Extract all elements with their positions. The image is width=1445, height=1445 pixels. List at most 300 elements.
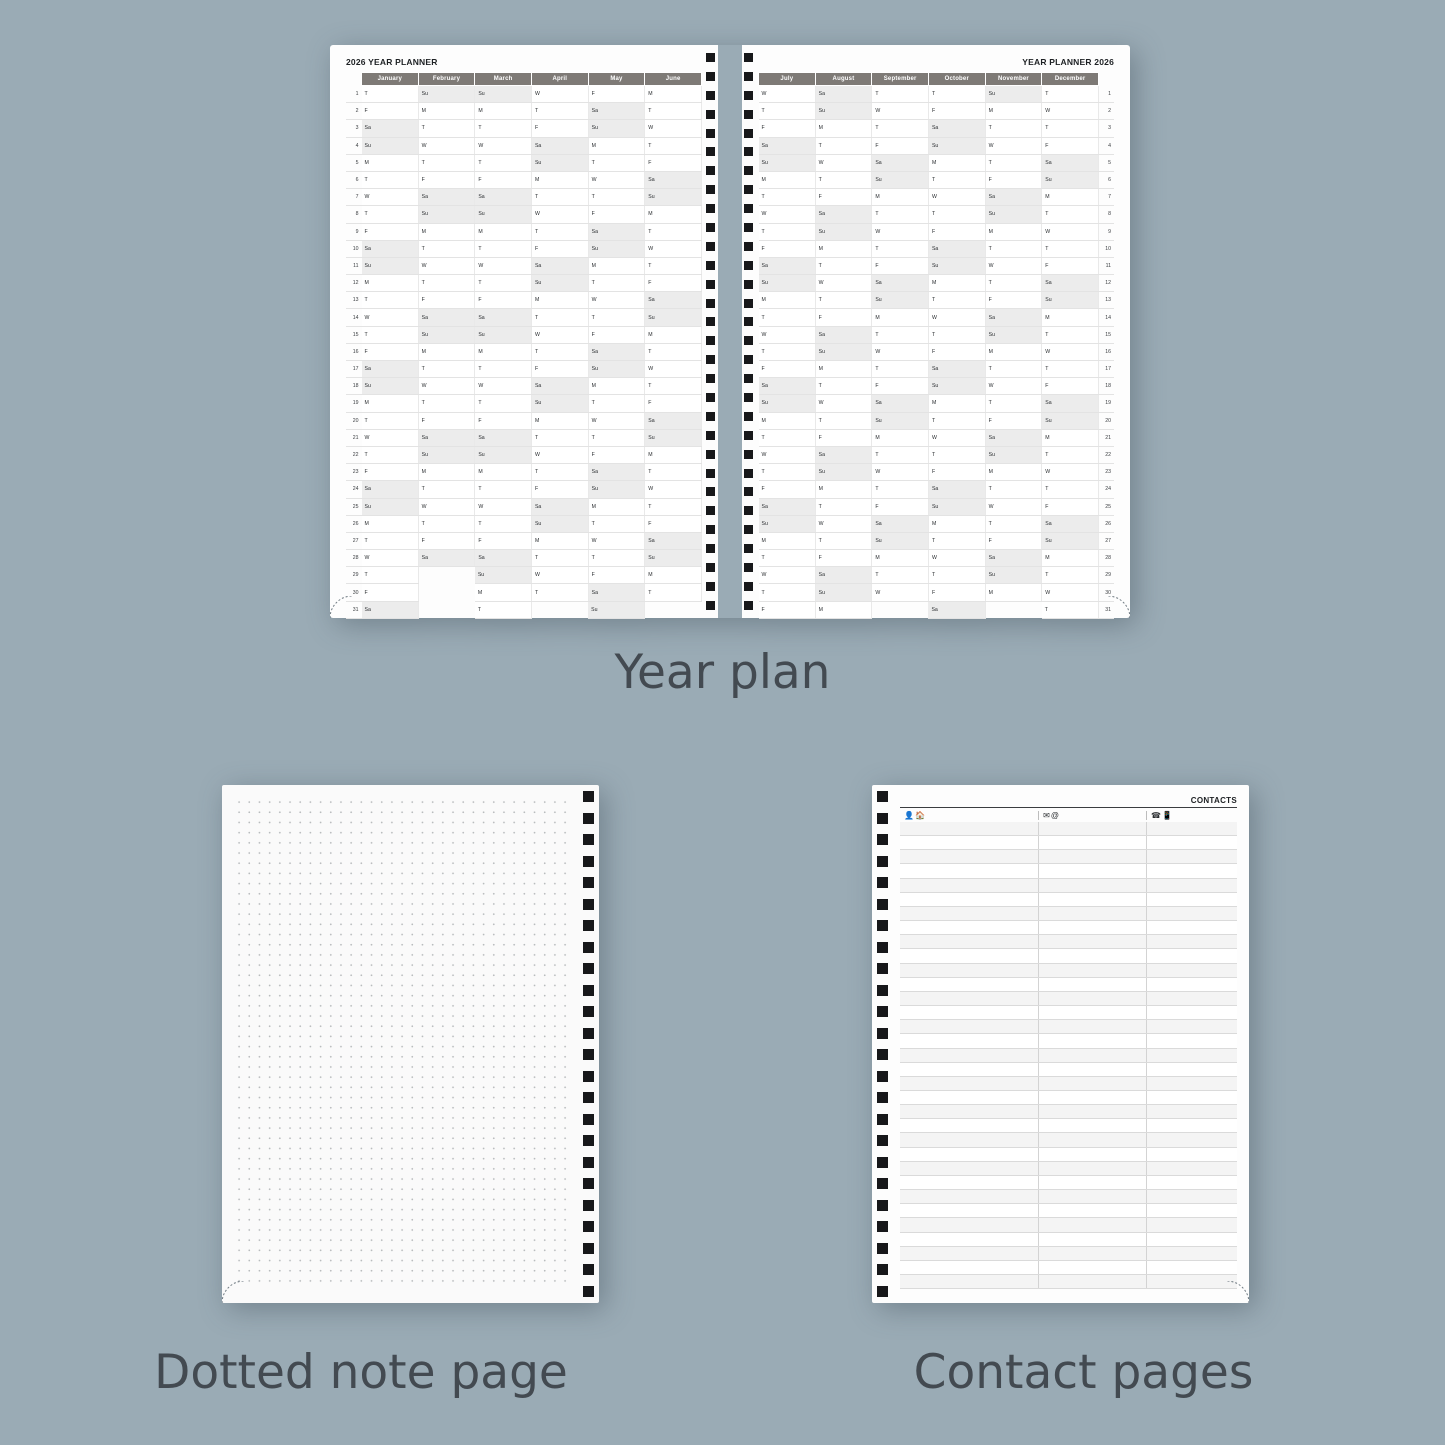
day-cell[interactable]: T bbox=[645, 257, 702, 274]
contact-cell-phone[interactable] bbox=[1146, 1006, 1237, 1019]
contact-cell-email[interactable] bbox=[1038, 1190, 1146, 1203]
day-cell[interactable]: F bbox=[531, 361, 588, 378]
day-cell[interactable]: W bbox=[872, 103, 929, 120]
day-cell[interactable]: Su bbox=[928, 137, 985, 154]
contact-cell-email[interactable] bbox=[1038, 1261, 1146, 1274]
day-cell[interactable]: W bbox=[872, 584, 929, 601]
contact-row[interactable] bbox=[900, 1176, 1237, 1190]
day-cell[interactable]: F bbox=[645, 395, 702, 412]
day-cell[interactable]: W bbox=[362, 309, 419, 326]
contact-cell-phone[interactable] bbox=[1146, 1275, 1237, 1288]
day-cell[interactable]: T bbox=[1042, 206, 1099, 223]
contact-cell-name[interactable] bbox=[900, 1077, 1038, 1090]
day-cell[interactable]: T bbox=[531, 103, 588, 120]
day-cell[interactable]: Sa bbox=[475, 429, 532, 446]
day-cell[interactable]: T bbox=[759, 223, 816, 240]
contact-cell-email[interactable] bbox=[1038, 822, 1146, 835]
day-cell[interactable]: Sa bbox=[1042, 154, 1099, 171]
day-cell[interactable]: T bbox=[531, 189, 588, 206]
contact-cell-name[interactable] bbox=[900, 879, 1038, 892]
day-cell[interactable]: M bbox=[588, 498, 645, 515]
contact-cell-email[interactable] bbox=[1038, 1077, 1146, 1090]
day-cell[interactable]: T bbox=[362, 532, 419, 549]
day-cell[interactable]: M bbox=[645, 206, 702, 223]
contact-cell-phone[interactable] bbox=[1146, 1204, 1237, 1217]
day-cell[interactable]: Su bbox=[759, 395, 816, 412]
contact-cell-name[interactable] bbox=[900, 1204, 1038, 1217]
day-cell[interactable]: F bbox=[645, 154, 702, 171]
day-cell[interactable]: T bbox=[815, 292, 872, 309]
day-cell[interactable]: T bbox=[418, 154, 475, 171]
day-cell[interactable]: Su bbox=[759, 154, 816, 171]
day-cell[interactable]: T bbox=[588, 275, 645, 292]
day-cell[interactable]: F bbox=[418, 532, 475, 549]
contact-cell-phone[interactable] bbox=[1146, 864, 1237, 877]
day-cell[interactable]: T bbox=[985, 240, 1042, 257]
day-cell[interactable]: Sa bbox=[362, 481, 419, 498]
day-cell[interactable]: T bbox=[815, 137, 872, 154]
day-cell[interactable]: T bbox=[928, 86, 985, 103]
contact-cell-phone[interactable] bbox=[1146, 1034, 1237, 1047]
day-cell[interactable]: F bbox=[985, 412, 1042, 429]
day-cell[interactable]: M bbox=[815, 601, 872, 618]
contact-cell-name[interactable] bbox=[900, 992, 1038, 1005]
day-cell[interactable]: Su bbox=[362, 257, 419, 274]
day-cell[interactable]: T bbox=[985, 395, 1042, 412]
day-cell[interactable]: T bbox=[475, 154, 532, 171]
day-cell[interactable]: T bbox=[362, 412, 419, 429]
contact-cell-name[interactable] bbox=[900, 1176, 1038, 1189]
day-cell[interactable]: W bbox=[872, 464, 929, 481]
day-cell[interactable]: Su bbox=[872, 532, 929, 549]
contact-cell-name[interactable] bbox=[900, 1020, 1038, 1033]
day-cell[interactable]: M bbox=[872, 429, 929, 446]
day-cell[interactable] bbox=[418, 567, 475, 584]
day-cell[interactable]: W bbox=[588, 412, 645, 429]
day-cell[interactable]: W bbox=[1042, 103, 1099, 120]
contact-cell-phone[interactable] bbox=[1146, 949, 1237, 962]
day-cell[interactable]: T bbox=[475, 240, 532, 257]
contact-cell-name[interactable] bbox=[900, 850, 1038, 863]
contact-cell-phone[interactable] bbox=[1146, 907, 1237, 920]
day-cell[interactable]: T bbox=[418, 395, 475, 412]
day-cell[interactable]: Sa bbox=[588, 584, 645, 601]
contact-cell-email[interactable] bbox=[1038, 949, 1146, 962]
contact-cell-phone[interactable] bbox=[1146, 1247, 1237, 1260]
day-cell[interactable]: F bbox=[759, 481, 816, 498]
contact-row[interactable] bbox=[900, 1261, 1237, 1275]
day-cell[interactable]: T bbox=[815, 257, 872, 274]
contact-cell-email[interactable] bbox=[1038, 1233, 1146, 1246]
day-cell[interactable]: T bbox=[588, 515, 645, 532]
day-cell[interactable]: Su bbox=[531, 395, 588, 412]
contact-cell-name[interactable] bbox=[900, 1034, 1038, 1047]
day-cell[interactable]: W bbox=[531, 446, 588, 463]
contact-cell-name[interactable] bbox=[900, 935, 1038, 948]
day-cell[interactable]: T bbox=[928, 171, 985, 188]
day-cell[interactable]: Su bbox=[872, 171, 929, 188]
day-cell[interactable]: Sa bbox=[475, 309, 532, 326]
contact-cell-email[interactable] bbox=[1038, 921, 1146, 934]
day-cell[interactable]: W bbox=[531, 86, 588, 103]
day-cell[interactable]: W bbox=[928, 189, 985, 206]
day-cell[interactable]: Sa bbox=[418, 309, 475, 326]
contact-cell-name[interactable] bbox=[900, 1006, 1038, 1019]
day-cell[interactable]: Su bbox=[362, 137, 419, 154]
day-cell[interactable]: M bbox=[985, 464, 1042, 481]
day-cell[interactable]: M bbox=[985, 343, 1042, 360]
day-cell[interactable]: Sa bbox=[531, 498, 588, 515]
day-cell[interactable]: Sa bbox=[985, 550, 1042, 567]
day-cell[interactable]: Sa bbox=[872, 515, 929, 532]
day-cell[interactable]: W bbox=[928, 429, 985, 446]
contact-cell-phone[interactable] bbox=[1146, 893, 1237, 906]
day-cell[interactable]: T bbox=[928, 326, 985, 343]
contact-row[interactable] bbox=[900, 935, 1237, 949]
day-cell[interactable]: W bbox=[418, 257, 475, 274]
day-cell[interactable]: F bbox=[815, 550, 872, 567]
day-cell[interactable]: T bbox=[475, 120, 532, 137]
day-cell[interactable]: Sa bbox=[815, 446, 872, 463]
day-cell[interactable]: F bbox=[928, 464, 985, 481]
day-cell[interactable]: M bbox=[872, 189, 929, 206]
day-cell[interactable] bbox=[872, 601, 929, 618]
day-cell[interactable]: M bbox=[531, 532, 588, 549]
day-cell[interactable]: Su bbox=[531, 275, 588, 292]
day-cell[interactable]: T bbox=[872, 361, 929, 378]
day-cell[interactable]: Su bbox=[985, 326, 1042, 343]
contact-cell-email[interactable] bbox=[1038, 1119, 1146, 1132]
day-cell[interactable]: W bbox=[531, 326, 588, 343]
contact-cell-name[interactable] bbox=[900, 1119, 1038, 1132]
day-cell[interactable]: W bbox=[759, 567, 816, 584]
contact-row[interactable] bbox=[900, 1247, 1237, 1261]
day-cell[interactable]: F bbox=[645, 275, 702, 292]
day-cell[interactable]: T bbox=[759, 584, 816, 601]
day-cell[interactable]: F bbox=[759, 120, 816, 137]
day-cell[interactable]: T bbox=[362, 86, 419, 103]
day-cell[interactable]: F bbox=[872, 378, 929, 395]
day-cell[interactable]: T bbox=[759, 103, 816, 120]
contact-cell-name[interactable] bbox=[900, 1218, 1038, 1231]
day-cell[interactable]: Sa bbox=[362, 601, 419, 618]
day-cell[interactable]: F bbox=[418, 171, 475, 188]
contact-cell-name[interactable] bbox=[900, 864, 1038, 877]
day-cell[interactable]: Sa bbox=[645, 171, 702, 188]
contact-row[interactable] bbox=[900, 1077, 1237, 1091]
day-cell[interactable]: W bbox=[985, 498, 1042, 515]
day-cell[interactable]: T bbox=[362, 326, 419, 343]
day-cell[interactable]: M bbox=[531, 292, 588, 309]
day-cell[interactable]: T bbox=[645, 584, 702, 601]
day-cell[interactable]: Su bbox=[928, 498, 985, 515]
day-cell[interactable]: T bbox=[985, 154, 1042, 171]
day-cell[interactable]: W bbox=[815, 154, 872, 171]
day-cell[interactable]: Su bbox=[1042, 412, 1099, 429]
day-cell[interactable]: W bbox=[985, 378, 1042, 395]
day-cell[interactable]: T bbox=[475, 481, 532, 498]
day-cell[interactable]: M bbox=[418, 343, 475, 360]
day-cell[interactable]: M bbox=[475, 343, 532, 360]
day-cell[interactable]: Sa bbox=[645, 532, 702, 549]
day-cell[interactable]: T bbox=[1042, 120, 1099, 137]
contact-row[interactable] bbox=[900, 1049, 1237, 1063]
day-cell[interactable]: W bbox=[759, 326, 816, 343]
day-cell[interactable]: W bbox=[985, 257, 1042, 274]
day-cell[interactable]: M bbox=[362, 515, 419, 532]
day-cell[interactable]: W bbox=[815, 275, 872, 292]
day-cell[interactable]: M bbox=[759, 292, 816, 309]
contact-row[interactable] bbox=[900, 1119, 1237, 1133]
contact-cell-name[interactable] bbox=[900, 1148, 1038, 1161]
day-cell[interactable]: Su bbox=[588, 361, 645, 378]
contact-cell-phone[interactable] bbox=[1146, 879, 1237, 892]
day-cell[interactable]: Sa bbox=[362, 361, 419, 378]
day-cell[interactable]: F bbox=[418, 292, 475, 309]
contact-row[interactable] bbox=[900, 1020, 1237, 1034]
day-cell[interactable]: Su bbox=[815, 464, 872, 481]
day-cell[interactable]: M bbox=[872, 550, 929, 567]
day-cell[interactable]: F bbox=[588, 326, 645, 343]
day-cell[interactable]: F bbox=[362, 103, 419, 120]
day-cell[interactable]: T bbox=[362, 206, 419, 223]
day-cell[interactable]: T bbox=[588, 309, 645, 326]
day-cell[interactable] bbox=[645, 601, 702, 618]
day-cell[interactable]: F bbox=[1042, 498, 1099, 515]
day-cell[interactable]: M bbox=[362, 275, 419, 292]
day-cell[interactable]: T bbox=[759, 189, 816, 206]
day-cell[interactable]: Su bbox=[645, 189, 702, 206]
day-cell[interactable]: T bbox=[815, 171, 872, 188]
day-cell[interactable]: F bbox=[928, 584, 985, 601]
day-cell[interactable]: Su bbox=[985, 206, 1042, 223]
contact-cell-phone[interactable] bbox=[1146, 1049, 1237, 1062]
day-cell[interactable]: T bbox=[759, 429, 816, 446]
day-cell[interactable]: M bbox=[475, 223, 532, 240]
contact-cell-email[interactable] bbox=[1038, 978, 1146, 991]
day-cell[interactable]: T bbox=[418, 275, 475, 292]
contact-cell-email[interactable] bbox=[1038, 864, 1146, 877]
day-cell[interactable]: Sa bbox=[418, 189, 475, 206]
day-cell[interactable]: W bbox=[418, 378, 475, 395]
contact-cell-phone[interactable] bbox=[1146, 836, 1237, 849]
day-cell[interactable]: F bbox=[759, 240, 816, 257]
day-cell[interactable]: M bbox=[475, 584, 532, 601]
contact-cell-email[interactable] bbox=[1038, 1020, 1146, 1033]
day-cell[interactable]: T bbox=[928, 532, 985, 549]
day-cell[interactable]: Sa bbox=[985, 189, 1042, 206]
day-cell[interactable]: Sa bbox=[928, 240, 985, 257]
day-cell[interactable]: T bbox=[418, 120, 475, 137]
day-cell[interactable]: Su bbox=[475, 567, 532, 584]
day-cell[interactable]: T bbox=[588, 189, 645, 206]
day-cell[interactable]: Sa bbox=[928, 361, 985, 378]
contact-cell-email[interactable] bbox=[1038, 1006, 1146, 1019]
contact-cell-phone[interactable] bbox=[1146, 1233, 1237, 1246]
day-cell[interactable]: Su bbox=[985, 567, 1042, 584]
day-cell[interactable]: F bbox=[872, 257, 929, 274]
day-cell[interactable]: W bbox=[362, 550, 419, 567]
day-cell[interactable]: Su bbox=[645, 550, 702, 567]
day-cell[interactable]: T bbox=[872, 567, 929, 584]
day-cell[interactable]: M bbox=[1042, 429, 1099, 446]
day-cell[interactable]: T bbox=[588, 550, 645, 567]
day-cell[interactable]: M bbox=[759, 532, 816, 549]
contact-cell-email[interactable] bbox=[1038, 1091, 1146, 1104]
day-cell[interactable]: T bbox=[985, 481, 1042, 498]
contact-cell-name[interactable] bbox=[900, 1190, 1038, 1203]
contact-cell-email[interactable] bbox=[1038, 1049, 1146, 1062]
contact-cell-phone[interactable] bbox=[1146, 1077, 1237, 1090]
day-cell[interactable]: Su bbox=[588, 120, 645, 137]
day-cell[interactable]: Sa bbox=[1042, 395, 1099, 412]
day-cell[interactable]: Su bbox=[985, 86, 1042, 103]
contact-row[interactable] bbox=[900, 864, 1237, 878]
contact-cell-name[interactable] bbox=[900, 1162, 1038, 1175]
day-cell[interactable]: Sa bbox=[928, 601, 985, 618]
day-cell[interactable]: T bbox=[928, 446, 985, 463]
day-cell[interactable]: W bbox=[759, 206, 816, 223]
day-cell[interactable]: T bbox=[588, 154, 645, 171]
contact-cell-name[interactable] bbox=[900, 978, 1038, 991]
day-cell[interactable]: Su bbox=[475, 86, 532, 103]
contact-cell-email[interactable] bbox=[1038, 1176, 1146, 1189]
day-cell[interactable]: T bbox=[645, 498, 702, 515]
day-cell[interactable]: W bbox=[362, 189, 419, 206]
contact-cell-name[interactable] bbox=[900, 1049, 1038, 1062]
day-cell[interactable]: M bbox=[985, 584, 1042, 601]
day-cell[interactable]: W bbox=[759, 86, 816, 103]
contact-cell-email[interactable] bbox=[1038, 1247, 1146, 1260]
day-cell[interactable]: T bbox=[645, 137, 702, 154]
day-cell[interactable]: Su bbox=[815, 223, 872, 240]
day-cell[interactable]: T bbox=[1042, 240, 1099, 257]
day-cell[interactable]: M bbox=[985, 103, 1042, 120]
contact-cell-email[interactable] bbox=[1038, 1105, 1146, 1118]
day-cell[interactable]: T bbox=[418, 240, 475, 257]
day-cell[interactable]: M bbox=[815, 481, 872, 498]
day-cell[interactable]: M bbox=[418, 103, 475, 120]
contact-cell-email[interactable] bbox=[1038, 893, 1146, 906]
contact-cell-phone[interactable] bbox=[1146, 935, 1237, 948]
day-cell[interactable]: W bbox=[531, 567, 588, 584]
day-cell[interactable]: Sa bbox=[1042, 275, 1099, 292]
day-cell[interactable]: T bbox=[475, 395, 532, 412]
day-cell[interactable]: M bbox=[815, 240, 872, 257]
day-cell[interactable]: M bbox=[759, 412, 816, 429]
day-cell[interactable]: T bbox=[1042, 86, 1099, 103]
day-cell[interactable]: W bbox=[815, 395, 872, 412]
day-cell[interactable]: Su bbox=[928, 378, 985, 395]
day-cell[interactable]: F bbox=[815, 429, 872, 446]
day-cell[interactable]: T bbox=[418, 515, 475, 532]
day-cell[interactable]: W bbox=[362, 429, 419, 446]
day-cell[interactable]: Sa bbox=[645, 292, 702, 309]
contact-cell-name[interactable] bbox=[900, 921, 1038, 934]
day-cell[interactable]: W bbox=[418, 498, 475, 515]
day-cell[interactable]: Sa bbox=[531, 378, 588, 395]
day-cell[interactable]: F bbox=[1042, 257, 1099, 274]
day-cell[interactable]: T bbox=[1042, 481, 1099, 498]
day-cell[interactable]: T bbox=[475, 361, 532, 378]
day-cell[interactable]: W bbox=[475, 378, 532, 395]
day-cell[interactable]: T bbox=[1042, 446, 1099, 463]
contact-cell-name[interactable] bbox=[900, 822, 1038, 835]
day-cell[interactable]: T bbox=[815, 532, 872, 549]
day-cell[interactable]: T bbox=[1042, 601, 1099, 618]
contact-row[interactable] bbox=[900, 921, 1237, 935]
day-cell[interactable]: M bbox=[985, 223, 1042, 240]
day-cell[interactable]: T bbox=[872, 446, 929, 463]
contact-cell-name[interactable] bbox=[900, 893, 1038, 906]
day-cell[interactable]: W bbox=[1042, 584, 1099, 601]
day-cell[interactable]: Su bbox=[362, 498, 419, 515]
day-cell[interactable]: Sa bbox=[759, 137, 816, 154]
day-cell[interactable]: T bbox=[531, 223, 588, 240]
day-cell[interactable]: T bbox=[418, 361, 475, 378]
contact-cell-phone[interactable] bbox=[1146, 1020, 1237, 1033]
day-cell[interactable]: T bbox=[362, 567, 419, 584]
contact-cell-email[interactable] bbox=[1038, 1063, 1146, 1076]
day-cell[interactable]: W bbox=[872, 223, 929, 240]
day-cell[interactable]: T bbox=[645, 464, 702, 481]
contact-row[interactable] bbox=[900, 1105, 1237, 1119]
contact-cell-phone[interactable] bbox=[1146, 1133, 1237, 1146]
day-cell[interactable]: Su bbox=[418, 86, 475, 103]
contact-cell-name[interactable] bbox=[900, 1233, 1038, 1246]
contact-row[interactable] bbox=[900, 1133, 1237, 1147]
day-cell[interactable]: Sa bbox=[985, 309, 1042, 326]
day-cell[interactable]: M bbox=[475, 103, 532, 120]
day-cell[interactable]: Su bbox=[475, 326, 532, 343]
day-cell[interactable]: F bbox=[759, 361, 816, 378]
day-cell[interactable]: T bbox=[645, 223, 702, 240]
day-cell[interactable]: W bbox=[588, 292, 645, 309]
contact-cell-phone[interactable] bbox=[1146, 1176, 1237, 1189]
day-cell[interactable]: F bbox=[759, 601, 816, 618]
day-cell[interactable]: Su bbox=[588, 481, 645, 498]
day-cell[interactable]: W bbox=[872, 343, 929, 360]
day-cell[interactable] bbox=[985, 601, 1042, 618]
day-cell[interactable]: W bbox=[985, 137, 1042, 154]
day-cell[interactable]: M bbox=[475, 464, 532, 481]
day-cell[interactable]: Su bbox=[418, 326, 475, 343]
day-cell[interactable]: W bbox=[1042, 343, 1099, 360]
contact-cell-name[interactable] bbox=[900, 1133, 1038, 1146]
contact-cell-name[interactable] bbox=[900, 1091, 1038, 1104]
day-cell[interactable]: F bbox=[985, 532, 1042, 549]
day-cell[interactable]: Su bbox=[985, 446, 1042, 463]
day-cell[interactable]: T bbox=[531, 309, 588, 326]
contact-cell-phone[interactable] bbox=[1146, 1218, 1237, 1231]
day-cell[interactable]: F bbox=[531, 481, 588, 498]
day-cell[interactable]: T bbox=[362, 171, 419, 188]
day-cell[interactable]: T bbox=[362, 446, 419, 463]
day-cell[interactable]: Sa bbox=[531, 257, 588, 274]
day-cell[interactable]: T bbox=[475, 601, 532, 618]
contact-row[interactable] bbox=[900, 1218, 1237, 1232]
day-cell[interactable]: T bbox=[531, 584, 588, 601]
day-cell[interactable]: Su bbox=[531, 154, 588, 171]
day-cell[interactable]: W bbox=[928, 550, 985, 567]
day-cell[interactable]: M bbox=[588, 257, 645, 274]
day-cell[interactable]: F bbox=[475, 292, 532, 309]
day-cell[interactable]: T bbox=[645, 343, 702, 360]
day-cell[interactable]: Sa bbox=[1042, 515, 1099, 532]
day-cell[interactable]: F bbox=[362, 223, 419, 240]
day-cell[interactable]: Su bbox=[588, 601, 645, 618]
day-cell[interactable]: T bbox=[759, 550, 816, 567]
